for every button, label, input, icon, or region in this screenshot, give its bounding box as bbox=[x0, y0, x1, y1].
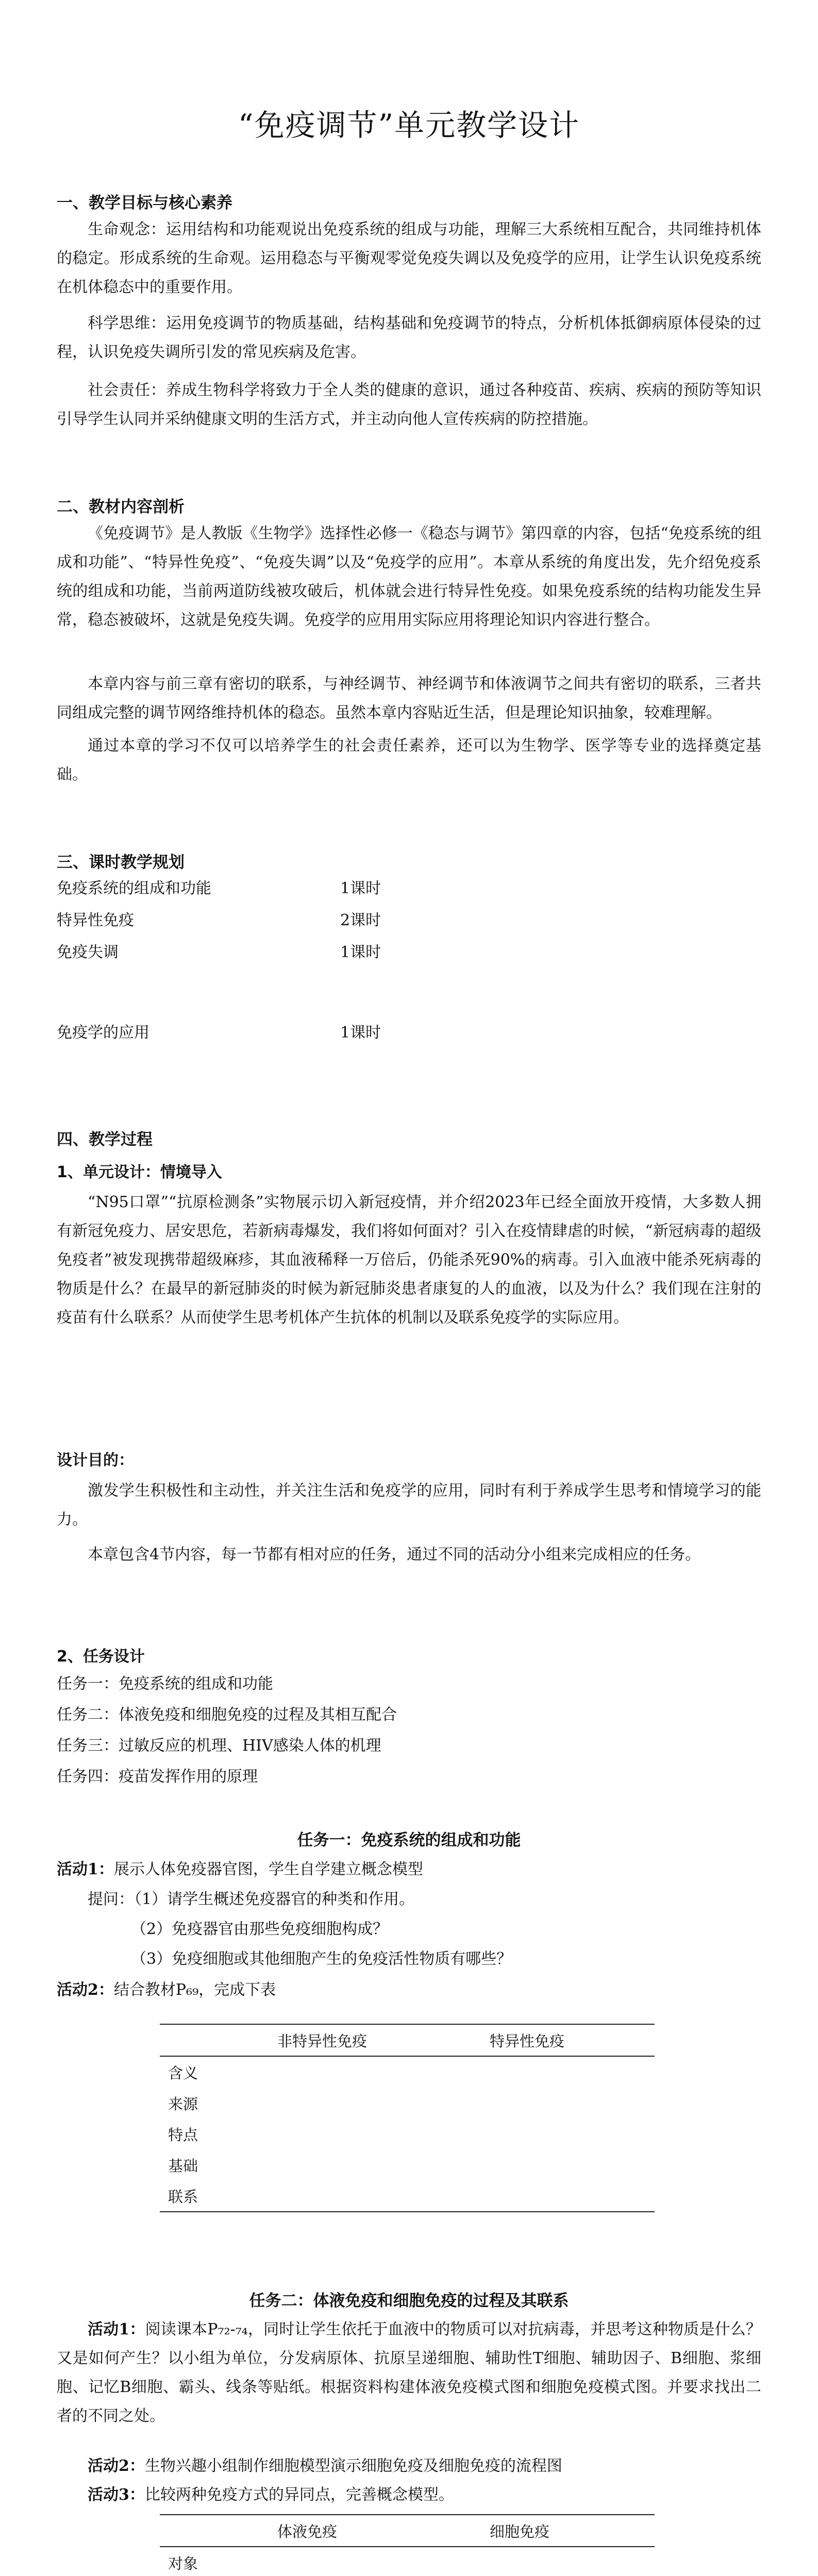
paragraph-life-concept: 生命观念：运用结构和功能观说出免疫系统的组成与功能，理解三大系统相互配合，共同维持机体的稳定。形成系统的生命观。运用稳态与平衡观零觉免疫失调以及免疫学的应用，让学生认识免疫系统在机体稳态中的重要作用。 bbox=[57, 221, 761, 296]
paragraph-scientific-thinking: 科学思维：运用免疫调节的物质基础，结构基础和免疫调节的特点，分析机体抵御病原体侵染的过程，认识免疫失调所引发的常见疾病及危害。 bbox=[57, 314, 761, 361]
table-row-header: 对象 bbox=[168, 2554, 198, 2572]
task2-comparison-table bbox=[160, 2514, 655, 2576]
section-heading-objectives: 一、教学目标与核心素养 bbox=[57, 194, 232, 212]
task2-activity1-label: 活动1： bbox=[88, 2320, 145, 2338]
task1-heading: 任务一：免疫系统的组成和功能 bbox=[297, 1831, 521, 1850]
paragraph-textbook-overview: 《免疫调节》是人教版《生物学》选择性必修一《稳态与调节》第四章的内容，包括“免疫系统的组成和功能”、“特异性免疫”、“免疫失调”以及“免疫学的应用”。本章从系统的角度出发，先介绍免疫系统的组成和功能，当前两道防线被攻破后，机体就会进行特异性免疫。如果免疫系统的结构功能发生异常，稳态被破坏，这就是免疫失调。免疫学的应用用实际应用将理论知识内容进行整合。 bbox=[57, 524, 761, 629]
paragraph-situation-intro: “N95口罩”“抗原检测条”实物展示切入新冠疫情，并介绍2023年已经全面放开疫情，大多数人拥有新冠免疫力、居安思危，若新病毒爆发，我们将如何面对？引入在疫情肆虐的时候，“新冠病毒的超级免疫者”被发现携带超级麻疹，其血液稀释一万倍后，仍能杀死90%的病毒。引入血液中能杀死病毒的物质是什么？在最早的新冠肺炎的时候为新冠肺炎患者康复的人的血液，以及为什么？我们现在注射的疫苗有什么联系？从而使学生思考机体产生抗体的机制以及联系免疫学的实际应用。 bbox=[57, 1193, 761, 1327]
task2-activity2-label: 活动2： bbox=[88, 2457, 145, 2475]
table-corner-cell bbox=[160, 2515, 269, 2547]
table-row-header: 特点 bbox=[168, 2126, 198, 2144]
task1-question-1: （1）请学生概述免疫器官的种类和作用。 bbox=[134, 1890, 415, 1908]
schedule-item-hours: 1课时 bbox=[340, 1024, 381, 1042]
schedule-item-name: 特异性免疫 bbox=[57, 911, 134, 929]
table-column-header: 非特异性免疫 bbox=[269, 2024, 481, 2056]
table-row-header: 含义 bbox=[168, 2064, 198, 2082]
paragraph-chapter-tasks: 本章包含4节内容，每一节都有相对应的任务，通过不同的活动分小组来完成相应的任务。 bbox=[88, 1546, 701, 1564]
schedule-item-name: 免疫学的应用 bbox=[57, 1024, 149, 1042]
task2-activity1 bbox=[57, 2315, 761, 2431]
table-row-header: 联系 bbox=[160, 2180, 269, 2212]
table-column-header: 特异性免疫 bbox=[481, 2024, 655, 2056]
subheading-task-design: 2、任务设计 bbox=[57, 1648, 145, 1666]
paragraph-design-purpose: 激发学生积极性和主动性，并关注生活和免疫学的应用，同时有利于养成学生思考和情境学习的能力。 bbox=[57, 1482, 761, 1529]
paragraph-textbook-relations: 本章内容与前三章有密切的联系，与神经调节、神经调节和体液调节之间共有密切的联系，三者共同组成完整的调节网络维持机体的稳态。虽然本章内容贴近生活，但是理论知识抽象，较难理解。 bbox=[57, 675, 761, 722]
task-list-item: 任务三：过敏反应的机理、HIV感染人体的机理 bbox=[57, 1737, 381, 1755]
design-purpose-label: 设计目的： bbox=[57, 1451, 134, 1469]
task1-question-label: 提问： bbox=[88, 1890, 134, 1908]
document-title: “免疫调节”单元教学设计 bbox=[238, 108, 580, 143]
task1-question-2: （2）免疫器官由那些免疫细胞构成？ bbox=[131, 1920, 389, 1938]
schedule-item-name: 免疫系统的组成和功能 bbox=[57, 879, 211, 897]
paragraph-social-responsibility: 社会责任：养成生物科学将致力于全人类的健康的意识，通过各种疫苗、疾病、疾病的预防等知识引导学生认同并采纳健康文明的生活方式，并主动向他人宣传疾病的防控措施。 bbox=[57, 381, 761, 428]
task2-heading: 任务二：体液免疫和细胞免疫的过程及其联系 bbox=[249, 2292, 569, 2310]
task2-activity1-text: 阅读课本P₇₂-₇₄，同时让学生依托于血液中的物质可以对抗病毒，并思考这种物质是什么？又是如何产生？以小组为单位，分发病原体、抗原呈递细胞、辅助性T细胞、辅助因子、B细胞、浆细胞、记忆B细胞、霸头、线条等贴纸。根据资料构建体液免疫模式图和细胞免疫模式图。并要求找出二者的不同之处。 bbox=[57, 2320, 761, 2425]
schedule-item-hours: 2课时 bbox=[340, 911, 381, 929]
task1-activity2-text: 结合教材P₆₉，完成下表 bbox=[113, 1981, 276, 1999]
section-heading-schedule: 三、课时教学规划 bbox=[57, 853, 185, 872]
schedule-item-name: 免疫失调 bbox=[57, 943, 119, 961]
task1-activity2-label: 活动2： bbox=[57, 1981, 114, 1999]
paragraph-textbook-value: 通过本章的学习不仅可以培养学生的社会责任素养，还可以为生物学、医学等专业的选择奠定基础。 bbox=[57, 737, 761, 784]
section-heading-process: 四、教学过程 bbox=[57, 1130, 153, 1149]
task2-activity3-label: 活动3： bbox=[88, 2486, 145, 2504]
task1-comparison-table bbox=[160, 2024, 655, 2212]
table-row-header: 基础 bbox=[168, 2157, 198, 2175]
schedule-item-hours: 1课时 bbox=[340, 879, 381, 897]
task-list-item: 任务四：疫苗发挥作用的原理 bbox=[57, 1768, 258, 1786]
table-column-header: 体液免疫 bbox=[269, 2515, 481, 2547]
task2-activity2-text: 生物兴趣小组制作细胞模型演示细胞免疫及细胞免疫的流程图 bbox=[144, 2457, 562, 2475]
task1-activity1-label: 活动1： bbox=[57, 1860, 114, 1878]
task1-question-3: （3）免疫细胞或其他细胞产生的免疫活性物质有哪些？ bbox=[131, 1950, 512, 1968]
table-corner-cell bbox=[160, 2024, 269, 2056]
task-list-item: 任务一：免疫系统的组成和功能 bbox=[57, 1675, 273, 1693]
task1-activity1-text: 展示人体免疫器官图，学生自学建立概念模型 bbox=[113, 1860, 423, 1878]
subheading-situation: 1、单元设计：情境导入 bbox=[57, 1163, 222, 1181]
schedule-item-hours: 1课时 bbox=[340, 943, 381, 961]
section-heading-textbook: 二、教材内容剖析 bbox=[57, 498, 185, 516]
task-list-item: 任务二：体液免疫和细胞免疫的过程及其相互配合 bbox=[57, 1706, 397, 1724]
table-column-header: 细胞免疫 bbox=[481, 2515, 655, 2547]
table-row-header: 来源 bbox=[168, 2095, 198, 2113]
task2-activity3-text: 比较两种免疫方式的异同点，完善概念模型。 bbox=[144, 2486, 454, 2504]
